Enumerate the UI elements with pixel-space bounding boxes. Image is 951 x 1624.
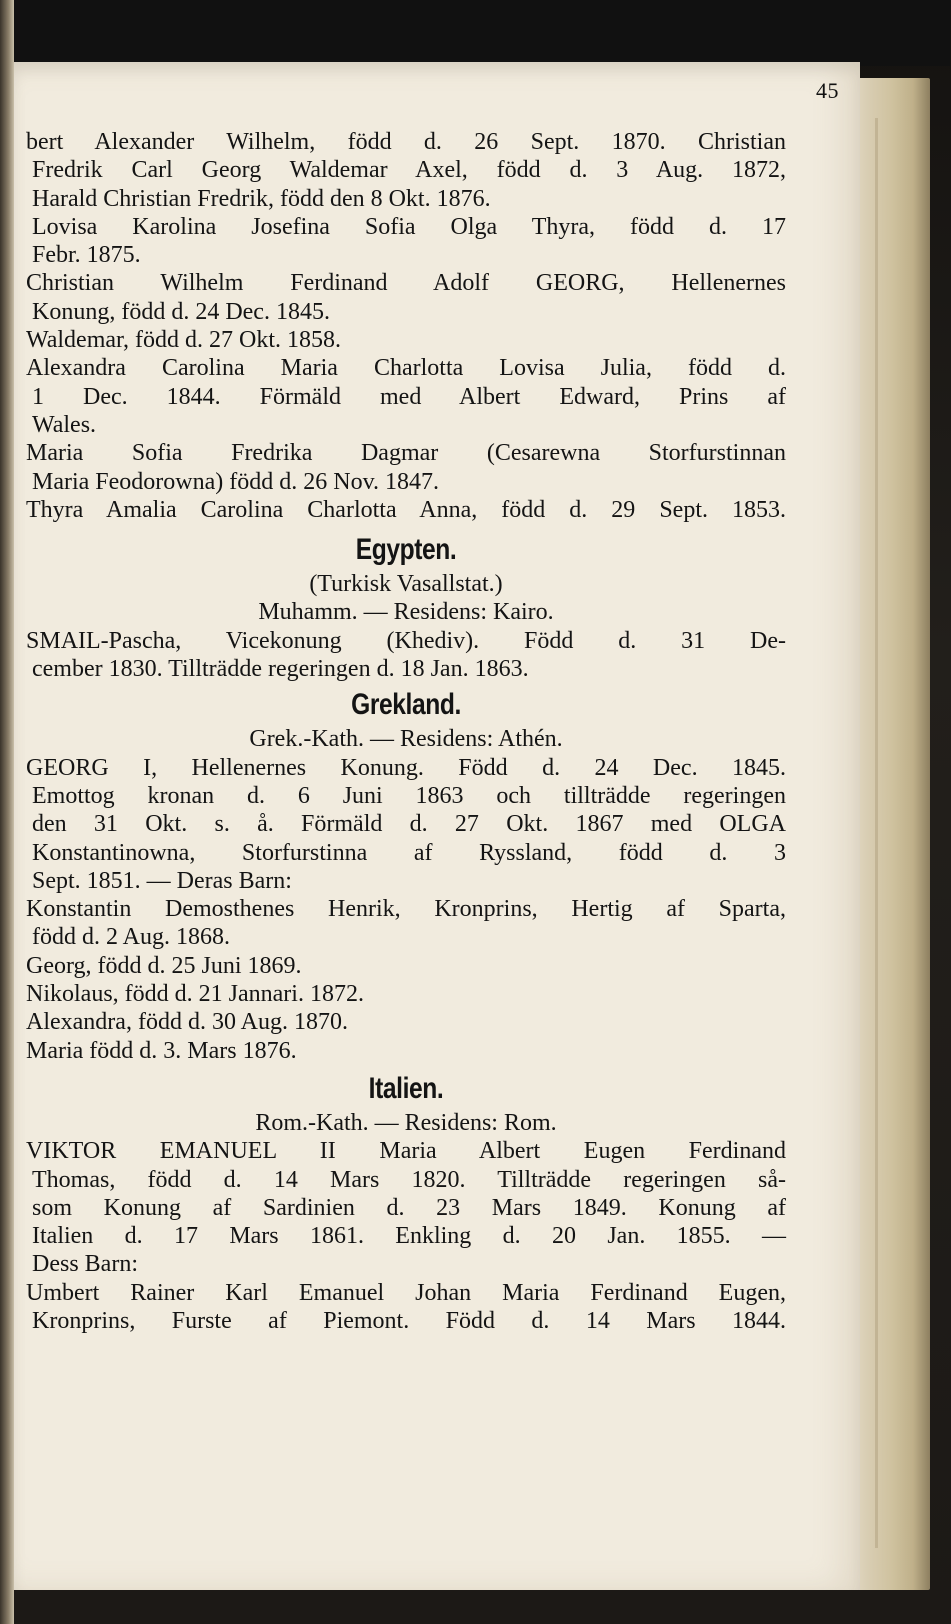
section-grekland	[26, 685, 786, 1065]
text-line: Maria Feodorowna) född d. 26 Nov. 1847.	[32, 468, 440, 495]
page-number: 45	[816, 78, 839, 103]
text-line: Thyra Amalia Carolina Charlotta Anna, född d. 29 Sept. 1853.	[26, 496, 786, 523]
text-line: GEORG I, Hellenernes Konung. Född d. 24 Dec. 1845.	[26, 754, 786, 781]
section-egypten	[26, 530, 786, 683]
text-line: Wales.	[32, 411, 97, 438]
text-line: Kronprins, Furste af Piemont. Född d. 14 Mars 1844.	[32, 1307, 786, 1334]
text-line: som Konung af Sardinien d. 23 Mars 1849. Konung af	[32, 1194, 786, 1221]
text-line: Konstantinowna, Storfurstinna af Ryssland, född d. 3	[32, 839, 786, 866]
text-line: född d. 2 Aug. 1868.	[32, 924, 230, 951]
text-line: SMAIL-Pascha, Vicekonung (Khediv). Född d. 31 De-	[26, 627, 786, 654]
text-line: Christian Wilhelm Ferdinand Adolf GEORG, Hellenernes	[26, 270, 786, 297]
section-religion: Rom.-Kath. — Residens: Rom.	[255, 1109, 557, 1136]
text-line: Fredrik Carl Georg Waldemar Axel, född d. 3 Aug. 1872,	[32, 157, 786, 184]
text-line: Konstantin Demosthenes Henrik, Kronprins, Hertig af Sparta,	[26, 896, 786, 923]
text-line: Alexandra Carolina Maria Charlotta Lovisa Julia, född d.	[26, 355, 786, 382]
section-religion: Muhamm. — Residens: Kairo.	[258, 599, 554, 626]
continuation-block	[26, 128, 786, 524]
text-line: Maria Sofia Fredrika Dagmar (Cesarewna Storfurstinnan	[26, 440, 786, 467]
text-line: Alexandra, född d. 30 Aug. 1870.	[26, 1009, 348, 1036]
text-line: Italien d. 17 Mars 1861. Enkling d. 20 Jan. 1855. —	[32, 1223, 786, 1250]
page-content	[26, 128, 786, 1335]
section-heading: Italien.	[368, 1071, 444, 1105]
text-line: Emottog kronan d. 6 Juni 1863 och tillträdde regeringen	[32, 782, 786, 809]
text-line: Georg, född d. 25 Juni 1869.	[26, 952, 302, 979]
section-heading: Grekland.	[351, 688, 461, 722]
text-line: bert Alexander Wilhelm, född d. 26 Sept. 1870. Christian	[26, 129, 786, 155]
text-line: Harald Christian Fredrik, född den 8 Okt. 1876.	[32, 185, 491, 212]
text-line: 1 Dec. 1844. Förmäld med Albert Edward, Prins af	[32, 383, 786, 410]
text-line: Nikolaus, född d. 21 Jannari. 1872.	[26, 981, 364, 1008]
text-line: Umbert Rainer Karl Emanuel Johan Maria Ferdinand Eugen,	[26, 1279, 786, 1306]
text-line: den 31 Okt. s. å. Förmäld d. 27 Okt. 1867 med OLGA	[32, 811, 786, 838]
text-line: cember 1830. Tillträdde regeringen d. 18 Jan. 1863.	[32, 656, 529, 683]
text-line: Waldemar, född d. 27 Okt. 1858.	[26, 327, 342, 354]
text-line: Thomas, född d. 14 Mars 1820. Tillträdde regeringen så-	[32, 1166, 786, 1193]
text-line: VIKTOR EMANUEL II Maria Albert Eugen Ferdinand	[26, 1138, 786, 1165]
section-heading: Egypten.	[355, 533, 457, 567]
section-italien	[26, 1069, 786, 1335]
section-subheading: (Turkisk Vasallstat.)	[309, 571, 503, 598]
left-page-edge	[0, 0, 14, 1624]
top-shadow	[10, 0, 950, 66]
text-line: Konung, född d. 24 Dec. 1845.	[32, 298, 330, 325]
text-line: Sept. 1851. — Deras Barn:	[32, 867, 292, 894]
text-line: Dess Barn:	[32, 1251, 138, 1278]
text-line: Maria född d. 3. Mars 1876.	[26, 1037, 297, 1064]
section-religion: Grek.-Kath. — Residens: Athén.	[249, 726, 563, 753]
text-line: Lovisa Karolina Josefina Sofia Olga Thyra, född d. 17	[32, 213, 786, 240]
text-line: Febr. 1875.	[32, 242, 141, 269]
